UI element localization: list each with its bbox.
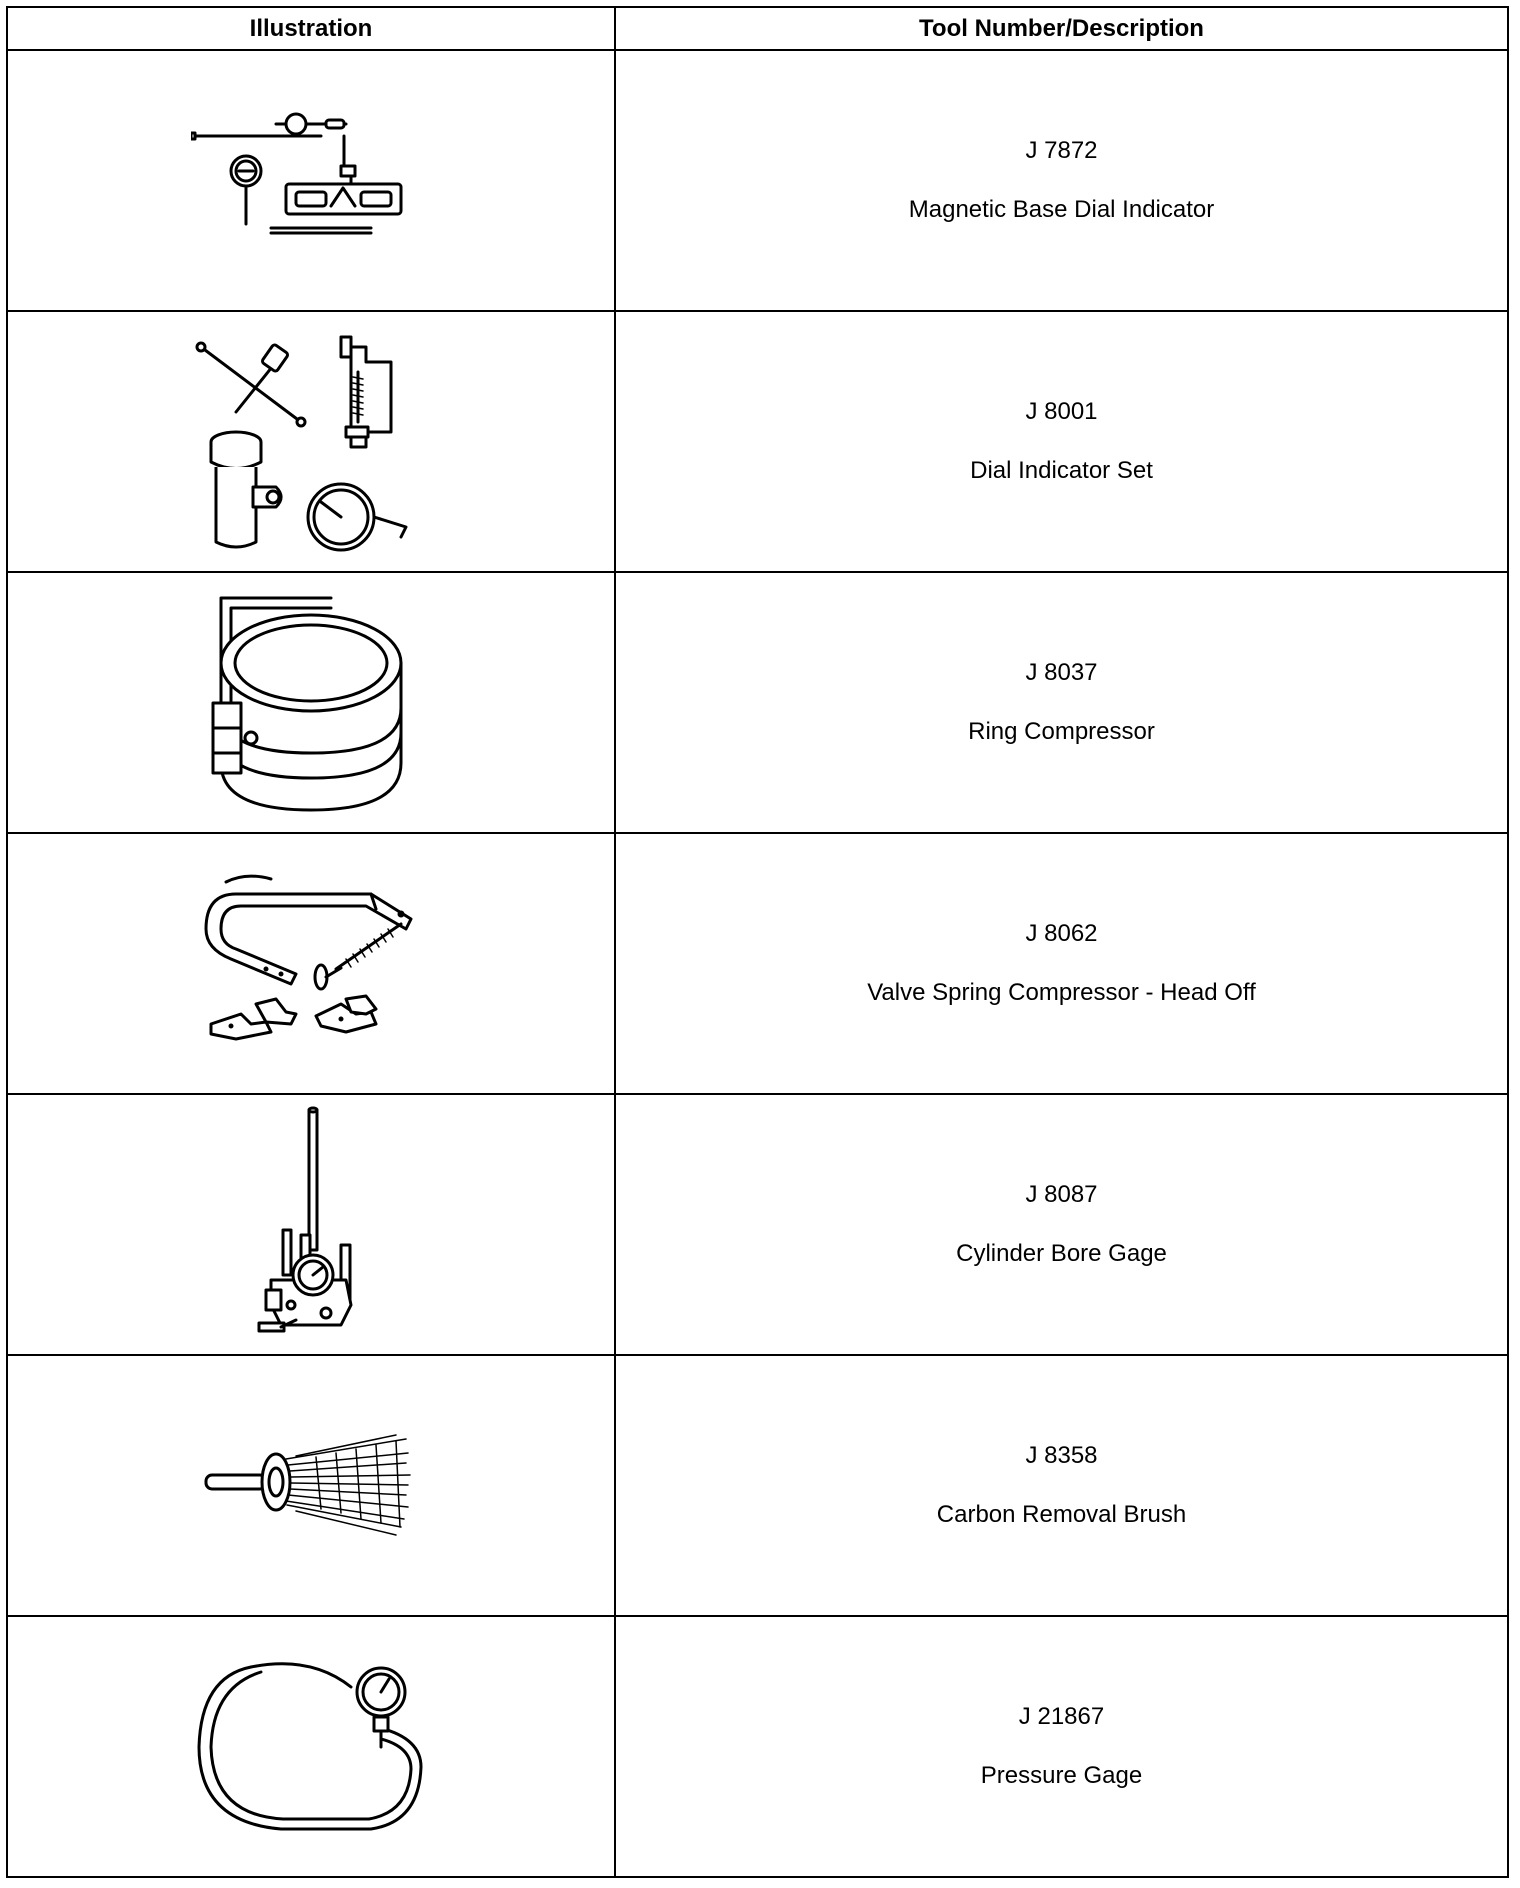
valve-spring-compressor-icon	[196, 864, 426, 1064]
pressure-gage-icon	[191, 1647, 431, 1847]
table-row	[7, 572, 1508, 833]
illustration-cell	[7, 1616, 615, 1877]
table-row	[7, 1094, 1508, 1355]
tool-number: J 8037	[1025, 658, 1098, 686]
illustration-cell	[7, 50, 615, 311]
table-row	[7, 50, 1508, 311]
illustration-cell	[7, 572, 615, 833]
description-cell	[615, 1616, 1508, 1877]
description-cell	[615, 50, 1508, 311]
tool-name: Cylinder Bore Gage	[956, 1239, 1167, 1267]
tool-name: Magnetic Base Dial Indicator	[908, 195, 1215, 223]
carbon-removal-brush-icon	[196, 1431, 426, 1541]
cylinder-bore-gage-icon	[251, 1105, 371, 1345]
table-row	[7, 833, 1508, 1094]
illustration-cell	[7, 1094, 615, 1355]
tool-number: J 8062	[1025, 919, 1098, 947]
tool-number: J 7872	[1025, 136, 1098, 164]
tool-name: Carbon Removal Brush	[936, 1500, 1187, 1528]
table-row	[7, 311, 1508, 572]
description-cell	[615, 572, 1508, 833]
tool-number: J 8087	[1025, 1180, 1098, 1208]
tool-name: Valve Spring Compressor - Head Off	[867, 978, 1256, 1006]
description-cell	[615, 833, 1508, 1094]
illustration-cell	[7, 833, 615, 1094]
magnetic-base-dial-indicator-icon	[191, 106, 431, 256]
header-row	[7, 7, 1508, 50]
tool-name: Ring Compressor	[968, 717, 1155, 745]
dial-indicator-set-icon	[191, 327, 431, 557]
description-cell	[615, 311, 1508, 572]
description-cell	[615, 1355, 1508, 1616]
ring-compressor-icon	[201, 588, 421, 818]
description-cell	[615, 1094, 1508, 1355]
special-tools-table	[6, 6, 1509, 1878]
tool-name: Dial Indicator Set	[970, 456, 1153, 484]
tool-number: J 21867	[1018, 1702, 1105, 1730]
illustration-cell	[7, 1355, 615, 1616]
tool-number: J 8358	[1025, 1441, 1098, 1469]
table-row	[7, 1616, 1508, 1877]
tool-number: J 8001	[1025, 397, 1098, 425]
header-tool-description: Tool Number/Description	[615, 7, 1508, 50]
tool-name: Pressure Gage	[980, 1761, 1143, 1789]
illustration-cell	[7, 311, 615, 572]
header-illustration: Illustration	[7, 7, 615, 50]
table-row	[7, 1355, 1508, 1616]
